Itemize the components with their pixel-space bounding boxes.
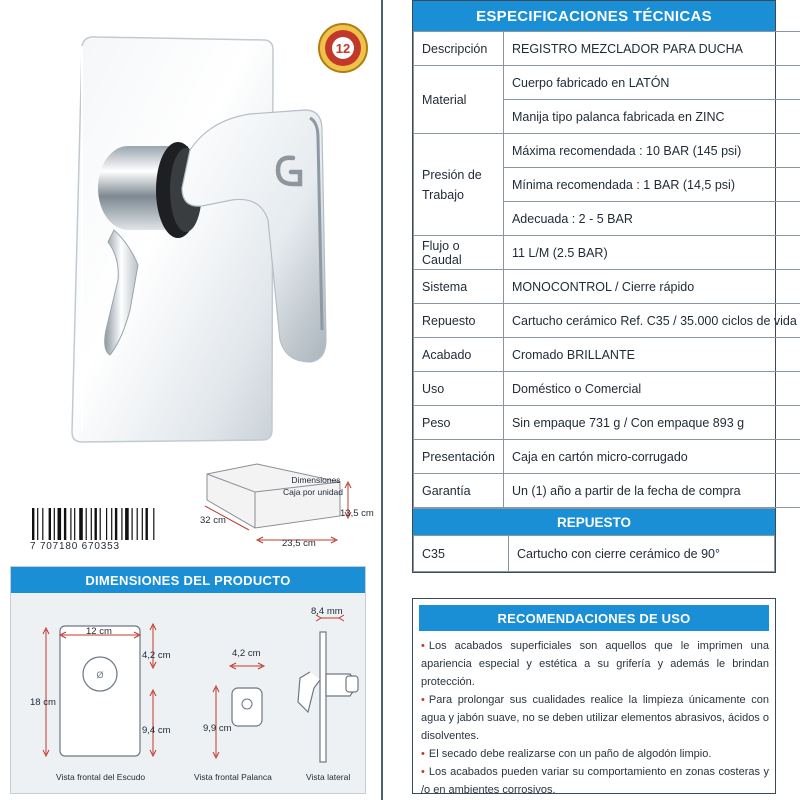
barcode-number: 7 707180 670353 (30, 541, 120, 552)
spec-label-descripcion: Descripción (414, 32, 504, 66)
spec-label-presentacion: Presentación (414, 440, 504, 474)
table-row (414, 270, 800, 304)
recommendations-panel (412, 598, 776, 794)
spec-value-repuesto: Cartucho cerámico Ref. C35 / 35.000 ciclos de vida (503, 304, 800, 338)
recommendation-text: El secado debe realizarse con un paño de algodón limpio. (428, 748, 712, 760)
repuesto-title: REPUESTO (413, 508, 775, 535)
spec-value-presion-3: Adecuada : 2 - 5 BAR (503, 202, 800, 236)
bullet-icon: • (421, 748, 425, 760)
barcode-bar (79, 508, 83, 540)
spec-label-flujo: Flujo o Caudal (414, 236, 504, 270)
barcode-bar (42, 508, 43, 540)
lateral-depth-label: 8,4 mm (311, 606, 343, 617)
barcode-bar (146, 508, 148, 540)
list-item (421, 763, 769, 799)
recommendations-list (421, 637, 769, 799)
spec-title: ESPECIFICACIONES TÉCNICAS (413, 1, 775, 31)
recommendation-text: Los acabados superficiales son aquellos que le imprimen una apariencia especial y estética a su grifería y además le brindan protección. (421, 640, 769, 688)
barcode-bar (95, 508, 97, 540)
spec-label-sistema: Sistema (414, 270, 504, 304)
table-row (414, 440, 800, 474)
barcode-bar (54, 508, 55, 540)
palanca-width-label: 4,2 cm (232, 648, 261, 659)
dimensions-title: DIMENSIONES DEL PRODUCTO (11, 567, 365, 593)
table-row (414, 474, 800, 508)
barcode-bar (153, 508, 154, 540)
repuesto-label: C35 (414, 536, 509, 572)
box-height-label: 13,5 cm (340, 508, 374, 519)
barcode-bar (142, 508, 143, 540)
spec-label-repuesto: Repuesto (414, 304, 504, 338)
box-depth-label: 32 cm (200, 515, 226, 526)
repuesto-table (413, 535, 775, 572)
barcode-bar (121, 508, 122, 540)
table-row (414, 32, 800, 66)
list-item (421, 691, 769, 745)
box-caption-1: Dimensiones (291, 475, 341, 485)
barcode-bar (49, 508, 51, 540)
warranty-badge-number: 12 (335, 41, 351, 56)
recommendation-text: Los acabados pueden variar su comportamiento en zonas costeras y /o en ambientes corrosivos. (421, 766, 769, 796)
escudo-width-label: 12 cm (86, 626, 112, 637)
table-row (414, 304, 800, 338)
palanca-height-label: 9,9 cm (203, 723, 232, 734)
barcode-bar (37, 508, 38, 540)
barcode-bar (58, 508, 62, 540)
spec-value-presion-1: Máxima recomendada : 10 BAR (145 psi) (503, 134, 800, 168)
spec-value-garantia: Un (1) año a partir de la fecha de compra (503, 474, 800, 508)
spec-label-uso: Uso (414, 372, 504, 406)
barcode-image (30, 508, 180, 542)
barcode-bar (115, 508, 117, 540)
spec-label-peso: Peso (414, 406, 504, 440)
spec-label-garantia: Garantía (414, 474, 504, 508)
column-divider (381, 0, 383, 800)
caption-palanca: Vista frontal Palanca (194, 772, 272, 782)
spec-value-presion-2: Mínima recomendada : 1 BAR (14,5 psi) (503, 168, 800, 202)
bullet-icon: • (421, 694, 425, 706)
barcode-bar (70, 508, 71, 540)
barcode-bar (64, 508, 66, 540)
box-width-label: 23,5 cm (282, 538, 316, 549)
escudo-top-label: 4,2 cm (142, 650, 171, 661)
barcode-bar (100, 508, 101, 540)
spec-value-peso: Sin empaque 731 g / Con empaque 893 g (503, 406, 800, 440)
table-row (414, 536, 775, 572)
technical-spec-table (412, 0, 797, 573)
barcode-bar (86, 508, 87, 540)
barcode-bar (91, 508, 92, 540)
spec-value-presentacion: Caja en cartón micro-corrugado (503, 440, 800, 474)
caption-lateral: Vista lateral (306, 772, 351, 782)
barcode-bar (106, 508, 107, 540)
spec-value-descripcion: REGISTRO MEZCLADOR PARA DUCHA (503, 32, 800, 66)
bullet-icon: • (421, 640, 425, 652)
spec-value-sistema: MONOCONTROL / Cierre rápido (503, 270, 800, 304)
recommendations-title: RECOMENDACIONES DE USO (419, 605, 769, 631)
table-row (414, 406, 800, 440)
spec-label-material: Material (414, 66, 504, 134)
list-item (421, 745, 769, 763)
barcode-bar (32, 508, 34, 540)
barcode-bar (111, 508, 112, 540)
recommendation-text: Para prolongar sus cualidades realice la limpieza únicamente con agua y jabón suave, no se deben utilizar elementos abrasivos, ácidos o disolventes. (421, 694, 769, 742)
product-photo (10, 10, 370, 460)
spec-value-uso: Doméstico o Comercial (503, 372, 800, 406)
caption-escudo: Vista frontal del Escudo (56, 772, 146, 782)
spec-value-material-2: Manija tipo palanca fabricada en ZINC (503, 100, 800, 134)
barcode-bar (125, 508, 129, 540)
table-row (414, 372, 800, 406)
barcode-bar (132, 508, 133, 540)
spec-rows (413, 31, 800, 508)
escudo-bottom-label: 9,4 cm (142, 725, 171, 736)
dimensions-drawing (10, 592, 366, 792)
barcode-bar (137, 508, 138, 540)
svg-text:Ø: Ø (96, 670, 104, 680)
spec-label-presion: Presión de Trabajo (414, 134, 504, 236)
spec-value-flujo: 11 L/M (2.5 BAR) (503, 236, 800, 270)
repuesto-value: Cartucho con cierre cerámico de 90° (509, 536, 775, 572)
table-row (414, 134, 800, 168)
list-item (421, 637, 769, 691)
table-row (414, 338, 800, 372)
escudo-height-label: 18 cm (30, 697, 56, 708)
spec-value-acabado: Cromado BRILLANTE (503, 338, 800, 372)
box-caption-2: Caja por unidad (282, 487, 343, 497)
table-row (414, 236, 800, 270)
spec-label-acabado: Acabado (414, 338, 504, 372)
warranty-badge-icon (319, 24, 367, 72)
spec-value-material-1: Cuerpo fabricado en LATÓN (503, 66, 800, 100)
bullet-icon: • (421, 766, 425, 778)
barcode-bar (74, 508, 75, 540)
table-row (414, 66, 800, 100)
